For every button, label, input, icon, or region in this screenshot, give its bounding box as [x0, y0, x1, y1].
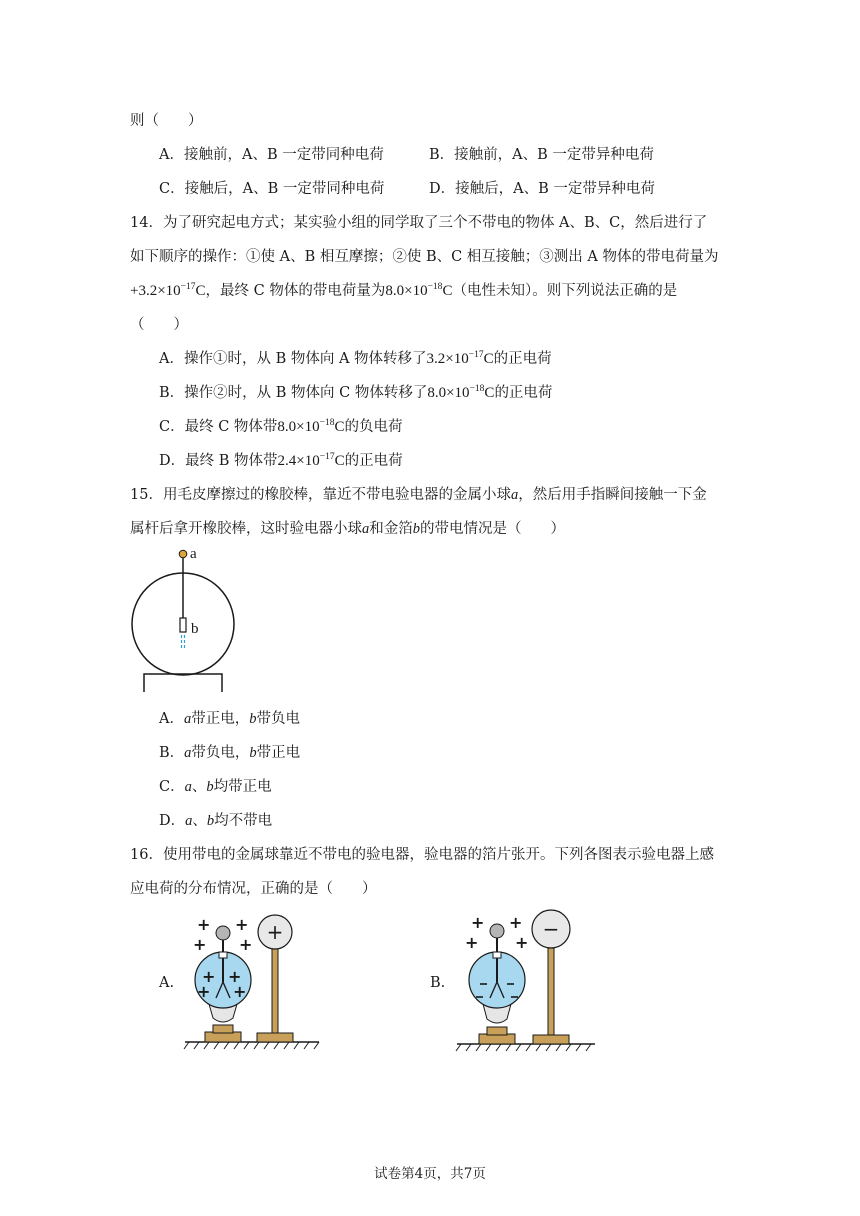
q14-option-d: D．最终 B 物体带$2.4\times 10^{-17}C$的正电荷: [159, 452, 403, 469]
q16-figure-a-label: A.: [159, 975, 175, 991]
q16-figure-b: [455, 906, 600, 1058]
svg-text:+: +: [233, 982, 247, 1001]
svg-text:+: +: [239, 935, 253, 954]
q16b-stand-pole: [548, 948, 554, 1036]
q15-metal-knob: [179, 550, 187, 558]
page-footer: 试卷第4页，共7页: [374, 1166, 486, 1182]
q14-charge-c: $8.0\times 10^{-18}C$: [385, 282, 453, 299]
q13-option-d: D．接触后，A、B 一定带异种电荷: [429, 181, 655, 197]
q16b-ground-hatch: [456, 1044, 591, 1051]
q13-stem-tail: 则（ ）: [130, 113, 203, 129]
q16-stem-line2: 应电荷的分布情况，正确的是（ ）: [130, 881, 377, 897]
svg-text:+: +: [193, 935, 207, 954]
q15-option-a: A．a带正电，b带负电: [159, 711, 300, 727]
q16a-base-top: [213, 1025, 233, 1033]
q15-figure-label-a: a: [190, 546, 197, 562]
q14-stem-line2: 如下顺序的操作：①使 A、B 相互摩擦；②使 B、C 相互接触；③测出 A 物体的带电荷量为: [130, 249, 719, 265]
q16-figure-b-label: B.: [430, 975, 446, 991]
q16a-stopper: [219, 952, 227, 958]
svg-text:+: +: [509, 913, 523, 932]
q16a-stand-base: [257, 1033, 293, 1042]
q14-answer-bracket: （ ）: [130, 317, 188, 333]
svg-text:+: +: [465, 933, 479, 952]
q14-option-a: A．操作①时，从 B 物体向 A 物体转移了$3.2\times 10^{-17}C$的正电荷: [159, 350, 552, 367]
q16b-sphere-sign: −: [542, 917, 560, 941]
q16b-stopper: [493, 952, 501, 958]
svg-text:+: +: [197, 915, 211, 934]
q14-charge-a: $+3.2\times 10^{-17}C$: [130, 282, 206, 299]
q13-option-a: A．接触前，A、B 一定带同种电荷: [159, 147, 384, 163]
q16a-knob: [216, 926, 230, 940]
q15-figure-label-b: b: [191, 621, 199, 637]
svg-text:+: +: [202, 967, 216, 986]
q16b-base-top: [487, 1027, 507, 1035]
q14-option-c: C．最终 C 物体带$8.0\times 10^{-18}C$的负电荷: [159, 418, 403, 435]
q16-figure-a: [183, 908, 323, 1058]
svg-text:+: +: [471, 913, 485, 932]
q15-stem-line1: 15．用毛皮摩擦过的橡胶棒，靠近不带电验电器的金属小球a，然后用手指瞬间接触一下金: [130, 487, 707, 503]
q14-stem-line1: 14．为了研究起电方式；某实验小组的同学取了三个不带电的物体 A、B、C，然后进行了: [130, 215, 708, 231]
svg-text:+: +: [235, 915, 249, 934]
q16a-sphere-sign: +: [266, 920, 284, 944]
q16b-knob: [490, 924, 504, 938]
q13-option-b: B．接触前，A、B 一定带异种电荷: [429, 147, 654, 163]
q14-option-b: B．操作②时，从 B 物体向 C 物体转移了$8.0\times 10^{-18}C$的正电荷: [159, 384, 553, 401]
q16b-stand-base: [533, 1035, 569, 1044]
svg-text:+: +: [228, 967, 242, 986]
q16a-stand-pole: [272, 948, 278, 1034]
q15-foil: [180, 618, 186, 632]
q15-stand: [144, 674, 222, 692]
svg-text:+: +: [515, 933, 529, 952]
q15-option-c: C．a、b均带正电: [159, 779, 272, 795]
q16-stem-line1: 16．使用带电的金属球靠近不带电的验电器，验电器的箔片张开。下列各图表示验电器上感: [130, 847, 714, 863]
svg-text:+: +: [197, 982, 211, 1001]
q14-stem-line3: $+3.2\times 10^{-17}C$，最终 C 物体的带电荷量为$8.0\times 10^{-18}C$（电性未知）。则下列说法正确的是: [130, 282, 678, 299]
q15-option-b: B．a带负电，b带正电: [159, 745, 301, 761]
q16a-ground-hatch: [184, 1042, 319, 1049]
q15-option-d: D．a、b均不带电: [159, 813, 273, 829]
q15-stem-line2: 属杆后拿开橡胶棒，这时验电器小球a和金箔b的带电情况是（ ）: [130, 521, 565, 537]
q13-option-c: C．接触后，A、B 一定带同种电荷: [159, 181, 385, 197]
q15-electroscope-figure: [126, 544, 236, 694]
